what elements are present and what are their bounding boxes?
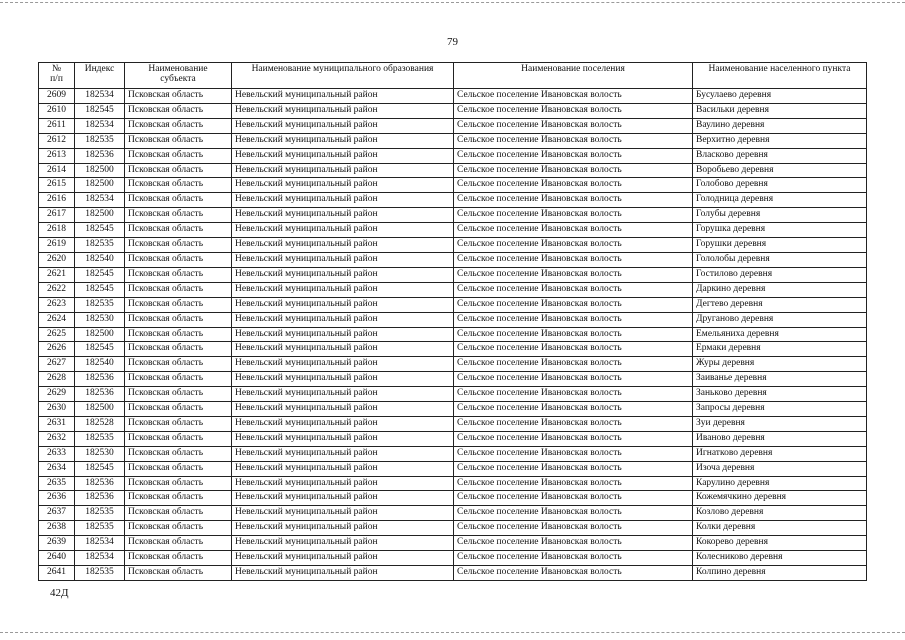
cell-index: 182540 xyxy=(75,252,125,267)
cell-index: 182534 xyxy=(75,551,125,566)
header-number: № п/п xyxy=(39,63,75,89)
cell-municipality: Невельский муниципальный район xyxy=(232,267,454,282)
table-row xyxy=(39,312,867,327)
cell-subject: Псковская область xyxy=(125,551,232,566)
table-row xyxy=(39,282,867,297)
cell-number: 2621 xyxy=(39,267,75,282)
cell-locality: Заньково деревня xyxy=(693,387,867,402)
cell-municipality: Невельский муниципальный район xyxy=(232,282,454,297)
header-subject: Наименование субъекта xyxy=(125,63,232,89)
cell-subject: Псковская область xyxy=(125,267,232,282)
table-row xyxy=(39,238,867,253)
cell-index: 182536 xyxy=(75,491,125,506)
cell-number: 2639 xyxy=(39,536,75,551)
cell-number: 2627 xyxy=(39,357,75,372)
cell-locality: Горушка деревня xyxy=(693,223,867,238)
cell-locality: Журы деревня xyxy=(693,357,867,372)
cell-number: 2619 xyxy=(39,238,75,253)
table-row xyxy=(39,103,867,118)
cell-number: 2616 xyxy=(39,193,75,208)
cell-locality: Воробьево деревня xyxy=(693,163,867,178)
cell-settlement: Сельское поселение Ивановская волость xyxy=(454,238,693,253)
table-row xyxy=(39,431,867,446)
cell-locality: Голобово деревня xyxy=(693,178,867,193)
cell-number: 2641 xyxy=(39,566,75,581)
cell-subject: Псковская область xyxy=(125,476,232,491)
cell-locality: Кокорево деревня xyxy=(693,536,867,551)
cell-settlement: Сельское поселение Ивановская волость xyxy=(454,506,693,521)
cell-subject: Псковская область xyxy=(125,327,232,342)
table-row xyxy=(39,89,867,104)
cell-subject: Псковская область xyxy=(125,372,232,387)
cell-index: 182540 xyxy=(75,357,125,372)
cell-settlement: Сельское поселение Ивановская волость xyxy=(454,267,693,282)
cell-settlement: Сельское поселение Ивановская волость xyxy=(454,103,693,118)
cell-number: 2640 xyxy=(39,551,75,566)
cell-municipality: Невельский муниципальный район xyxy=(232,133,454,148)
cell-number: 2630 xyxy=(39,402,75,417)
cell-index: 182545 xyxy=(75,267,125,282)
cell-subject: Псковская область xyxy=(125,178,232,193)
cell-municipality: Невельский муниципальный район xyxy=(232,89,454,104)
table-row xyxy=(39,297,867,312)
cell-subject: Псковская область xyxy=(125,357,232,372)
cell-municipality: Невельский муниципальный район xyxy=(232,148,454,163)
cell-settlement: Сельское поселение Ивановская волость xyxy=(454,536,693,551)
cell-municipality: Невельский муниципальный район xyxy=(232,446,454,461)
cell-number: 2618 xyxy=(39,223,75,238)
cell-locality: Колесниково деревня xyxy=(693,551,867,566)
cell-locality: Колпино деревня xyxy=(693,566,867,581)
cell-subject: Псковская область xyxy=(125,148,232,163)
cell-locality: Васильки деревня xyxy=(693,103,867,118)
header-locality: Наименование населенного пункта xyxy=(693,63,867,89)
cell-number: 2635 xyxy=(39,476,75,491)
header-municipality: Наименование муниципального образования xyxy=(232,63,454,89)
cell-settlement: Сельское поселение Ивановская волость xyxy=(454,193,693,208)
cell-number: 2636 xyxy=(39,491,75,506)
cell-subject: Псковская область xyxy=(125,282,232,297)
table-row xyxy=(39,327,867,342)
cell-subject: Псковская область xyxy=(125,446,232,461)
cell-number: 2624 xyxy=(39,312,75,327)
cell-number: 2633 xyxy=(39,446,75,461)
table-header-row xyxy=(39,63,867,89)
cell-index: 182500 xyxy=(75,208,125,223)
cell-municipality: Невельский муниципальный район xyxy=(232,118,454,133)
cell-municipality: Невельский муниципальный район xyxy=(232,431,454,446)
cell-municipality: Невельский муниципальный район xyxy=(232,208,454,223)
table-row xyxy=(39,387,867,402)
cell-index: 182534 xyxy=(75,89,125,104)
cell-municipality: Невельский муниципальный район xyxy=(232,551,454,566)
cell-number: 2631 xyxy=(39,416,75,431)
cell-settlement: Сельское поселение Ивановская волость xyxy=(454,327,693,342)
cell-index: 182535 xyxy=(75,566,125,581)
cell-index: 182535 xyxy=(75,431,125,446)
table-row xyxy=(39,133,867,148)
cell-settlement: Сельское поселение Ивановская волость xyxy=(454,416,693,431)
cell-locality: Ермаки деревня xyxy=(693,342,867,357)
cell-index: 182535 xyxy=(75,133,125,148)
table-row xyxy=(39,267,867,282)
cell-subject: Псковская область xyxy=(125,416,232,431)
cell-index: 182545 xyxy=(75,282,125,297)
table-row xyxy=(39,551,867,566)
cell-settlement: Сельское поселение Ивановская волость xyxy=(454,476,693,491)
cell-settlement: Сельское поселение Ивановская волость xyxy=(454,163,693,178)
cell-subject: Псковская область xyxy=(125,89,232,104)
cell-settlement: Сельское поселение Ивановская волость xyxy=(454,357,693,372)
cell-locality: Дегтево деревня xyxy=(693,297,867,312)
cell-municipality: Невельский муниципальный район xyxy=(232,536,454,551)
cell-subject: Псковская область xyxy=(125,103,232,118)
cell-settlement: Сельское поселение Ивановская волость xyxy=(454,282,693,297)
table-row xyxy=(39,193,867,208)
cell-index: 182534 xyxy=(75,536,125,551)
cell-index: 182500 xyxy=(75,163,125,178)
cell-settlement: Сельское поселение Ивановская волость xyxy=(454,491,693,506)
cell-index: 182534 xyxy=(75,118,125,133)
cell-number: 2609 xyxy=(39,89,75,104)
cell-municipality: Невельский муниципальный район xyxy=(232,342,454,357)
cell-locality: Даркино деревня xyxy=(693,282,867,297)
cell-subject: Псковская область xyxy=(125,431,232,446)
cell-municipality: Невельский муниципальный район xyxy=(232,387,454,402)
cell-locality: Иваново деревня xyxy=(693,431,867,446)
cell-index: 182545 xyxy=(75,223,125,238)
table-row xyxy=(39,148,867,163)
cell-locality: Гололобы деревня xyxy=(693,252,867,267)
cell-locality: Голодница деревня xyxy=(693,193,867,208)
cell-number: 2612 xyxy=(39,133,75,148)
cell-subject: Псковская область xyxy=(125,297,232,312)
cell-municipality: Невельский муниципальный район xyxy=(232,327,454,342)
cell-subject: Псковская область xyxy=(125,521,232,536)
cell-index: 182535 xyxy=(75,506,125,521)
cell-locality: Карулино деревня xyxy=(693,476,867,491)
cell-municipality: Невельский муниципальный район xyxy=(232,163,454,178)
cell-municipality: Невельский муниципальный район xyxy=(232,476,454,491)
cell-settlement: Сельское поселение Ивановская волость xyxy=(454,372,693,387)
page-number: 79 xyxy=(447,36,458,48)
cell-number: 2615 xyxy=(39,178,75,193)
cell-municipality: Невельский муниципальный район xyxy=(232,402,454,417)
cell-settlement: Сельское поселение Ивановская волость xyxy=(454,178,693,193)
cell-number: 2629 xyxy=(39,387,75,402)
cell-municipality: Невельский муниципальный район xyxy=(232,566,454,581)
cell-municipality: Невельский муниципальный район xyxy=(232,312,454,327)
cell-locality: Голубы деревня xyxy=(693,208,867,223)
cell-settlement: Сельское поселение Ивановская волость xyxy=(454,461,693,476)
cell-subject: Псковская область xyxy=(125,193,232,208)
cell-index: 182500 xyxy=(75,178,125,193)
cell-settlement: Сельское поселение Ивановская волость xyxy=(454,223,693,238)
cell-subject: Псковская область xyxy=(125,461,232,476)
cell-index: 182528 xyxy=(75,416,125,431)
cell-subject: Псковская область xyxy=(125,402,232,417)
cell-locality: Игнатково деревня xyxy=(693,446,867,461)
table-row xyxy=(39,402,867,417)
cell-subject: Псковская область xyxy=(125,387,232,402)
cell-municipality: Невельский муниципальный район xyxy=(232,357,454,372)
footer-code: 42Д xyxy=(50,587,69,599)
table-row xyxy=(39,521,867,536)
cell-subject: Псковская область xyxy=(125,223,232,238)
cell-index: 182530 xyxy=(75,446,125,461)
cell-index: 182535 xyxy=(75,238,125,253)
cell-number: 2610 xyxy=(39,103,75,118)
cell-number: 2611 xyxy=(39,118,75,133)
cell-index: 182535 xyxy=(75,297,125,312)
cell-locality: Козлово деревня xyxy=(693,506,867,521)
cell-number: 2613 xyxy=(39,148,75,163)
cell-subject: Псковская область xyxy=(125,566,232,581)
cell-index: 182545 xyxy=(75,103,125,118)
cell-subject: Псковская область xyxy=(125,506,232,521)
cell-locality: Ваулино деревня xyxy=(693,118,867,133)
cell-municipality: Невельский муниципальный район xyxy=(232,506,454,521)
cell-locality: Кожемячкино деревня xyxy=(693,491,867,506)
cell-number: 2634 xyxy=(39,461,75,476)
table-row xyxy=(39,476,867,491)
scan-edge-top xyxy=(0,2,905,3)
cell-index: 182536 xyxy=(75,372,125,387)
cell-municipality: Невельский муниципальный район xyxy=(232,238,454,253)
cell-index: 182536 xyxy=(75,387,125,402)
table-row xyxy=(39,223,867,238)
table-row xyxy=(39,342,867,357)
cell-settlement: Сельское поселение Ивановская волость xyxy=(454,551,693,566)
cell-index: 182536 xyxy=(75,476,125,491)
cell-number: 2614 xyxy=(39,163,75,178)
table-row xyxy=(39,491,867,506)
cell-settlement: Сельское поселение Ивановская волость xyxy=(454,148,693,163)
cell-subject: Псковская область xyxy=(125,208,232,223)
cell-index: 182536 xyxy=(75,148,125,163)
cell-index: 182535 xyxy=(75,521,125,536)
cell-locality: Власково деревня xyxy=(693,148,867,163)
table-row xyxy=(39,208,867,223)
cell-locality: Горушки деревня xyxy=(693,238,867,253)
cell-number: 2626 xyxy=(39,342,75,357)
cell-number: 2617 xyxy=(39,208,75,223)
cell-settlement: Сельское поселение Ивановская волость xyxy=(454,431,693,446)
cell-number: 2622 xyxy=(39,282,75,297)
table-row xyxy=(39,461,867,476)
cell-subject: Псковская область xyxy=(125,238,232,253)
cell-subject: Псковская область xyxy=(125,342,232,357)
scan-edge-bottom xyxy=(0,632,905,633)
cell-locality: Запросы деревня xyxy=(693,402,867,417)
table-row xyxy=(39,446,867,461)
cell-number: 2637 xyxy=(39,506,75,521)
cell-settlement: Сельское поселение Ивановская волость xyxy=(454,312,693,327)
cell-locality: Верхитно деревня xyxy=(693,133,867,148)
cell-municipality: Невельский муниципальный район xyxy=(232,521,454,536)
header-index: Индекс xyxy=(75,63,125,89)
cell-locality: Друганово деревня xyxy=(693,312,867,327)
cell-municipality: Невельский муниципальный район xyxy=(232,223,454,238)
cell-settlement: Сельское поселение Ивановская волость xyxy=(454,387,693,402)
cell-number: 2620 xyxy=(39,252,75,267)
table-row xyxy=(39,416,867,431)
cell-index: 182500 xyxy=(75,402,125,417)
cell-municipality: Невельский муниципальный район xyxy=(232,193,454,208)
cell-locality: Гостилово деревня xyxy=(693,267,867,282)
table-row xyxy=(39,163,867,178)
cell-locality: Бусулаево деревня xyxy=(693,89,867,104)
cell-number: 2623 xyxy=(39,297,75,312)
table-row xyxy=(39,252,867,267)
cell-subject: Псковская область xyxy=(125,491,232,506)
cell-subject: Псковская область xyxy=(125,133,232,148)
cell-index: 182545 xyxy=(75,342,125,357)
table-row xyxy=(39,566,867,581)
cell-index: 182530 xyxy=(75,312,125,327)
cell-locality: Колки деревня xyxy=(693,521,867,536)
header-settlement: Наименование поселения xyxy=(454,63,693,89)
cell-municipality: Невельский муниципальный район xyxy=(232,491,454,506)
table-row xyxy=(39,118,867,133)
cell-index: 182500 xyxy=(75,327,125,342)
cell-settlement: Сельское поселение Ивановская волость xyxy=(454,133,693,148)
cell-settlement: Сельское поселение Ивановская волость xyxy=(454,118,693,133)
cell-subject: Псковская область xyxy=(125,312,232,327)
cell-subject: Псковская область xyxy=(125,118,232,133)
cell-settlement: Сельское поселение Ивановская волость xyxy=(454,566,693,581)
cell-municipality: Невельский муниципальный район xyxy=(232,416,454,431)
cell-municipality: Невельский муниципальный район xyxy=(232,461,454,476)
table-row xyxy=(39,357,867,372)
cell-municipality: Невельский муниципальный район xyxy=(232,252,454,267)
table-row xyxy=(39,536,867,551)
cell-settlement: Сельское поселение Ивановская волость xyxy=(454,89,693,104)
cell-index: 182545 xyxy=(75,461,125,476)
cell-subject: Псковская область xyxy=(125,252,232,267)
cell-municipality: Невельский муниципальный район xyxy=(232,372,454,387)
cell-subject: Псковская область xyxy=(125,536,232,551)
cell-locality: Емельяниха деревня xyxy=(693,327,867,342)
table-row xyxy=(39,178,867,193)
cell-settlement: Сельское поселение Ивановская волость xyxy=(454,402,693,417)
cell-number: 2625 xyxy=(39,327,75,342)
cell-municipality: Невельский муниципальный район xyxy=(232,103,454,118)
cell-municipality: Невельский муниципальный район xyxy=(232,178,454,193)
cell-settlement: Сельское поселение Ивановская волость xyxy=(454,521,693,536)
cell-settlement: Сельское поселение Ивановская волость xyxy=(454,208,693,223)
cell-settlement: Сельское поселение Ивановская волость xyxy=(454,446,693,461)
cell-settlement: Сельское поселение Ивановская волость xyxy=(454,297,693,312)
cell-locality: Заиванье деревня xyxy=(693,372,867,387)
cell-locality: Изоча деревня xyxy=(693,461,867,476)
table-row xyxy=(39,506,867,521)
cell-subject: Псковская область xyxy=(125,163,232,178)
cell-index: 182534 xyxy=(75,193,125,208)
settlements-table xyxy=(38,62,867,581)
cell-municipality: Невельский муниципальный район xyxy=(232,297,454,312)
cell-locality: Зуи деревня xyxy=(693,416,867,431)
table-row xyxy=(39,372,867,387)
cell-number: 2638 xyxy=(39,521,75,536)
cell-number: 2632 xyxy=(39,431,75,446)
cell-settlement: Сельское поселение Ивановская волость xyxy=(454,252,693,267)
cell-settlement: Сельское поселение Ивановская волость xyxy=(454,342,693,357)
cell-number: 2628 xyxy=(39,372,75,387)
